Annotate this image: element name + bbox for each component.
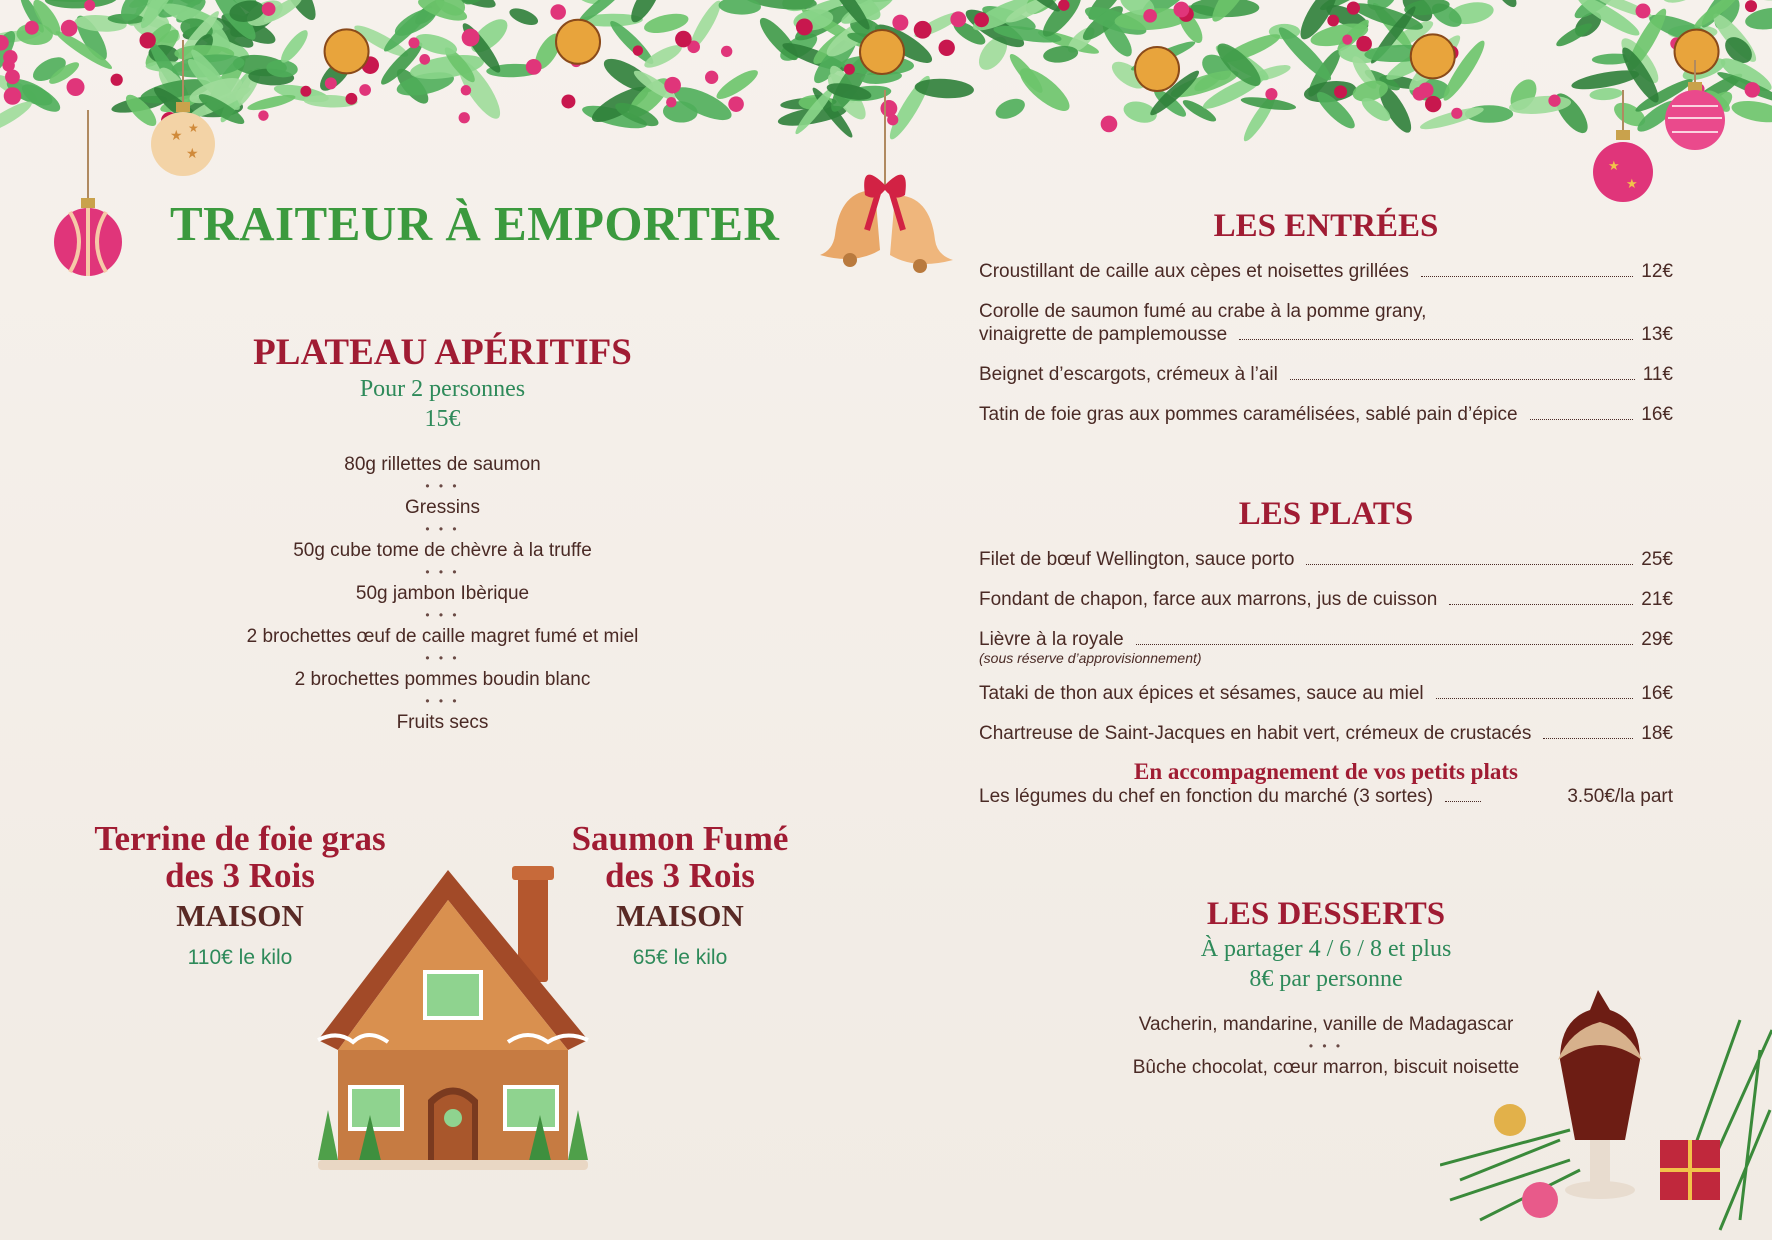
menu-item-row — [979, 323, 1673, 346]
desserts-price: 8€ par personne — [1249, 966, 1403, 992]
desserts-subtitle: À partager 4 / 6 / 8 et plus — [1200, 936, 1452, 962]
separator-dots: • • • — [1308, 1039, 1344, 1053]
svg-text:★: ★ — [1608, 158, 1620, 173]
menu-item-row — [979, 363, 1673, 386]
special-price: 110€ le kilo — [187, 946, 293, 969]
item-price: 29€ — [1641, 629, 1673, 650]
plats-section — [979, 494, 1673, 808]
page-title: TRAITEUR À EMPORTER — [170, 196, 780, 251]
item-label: Les légumes du chef en fonction du marché (3 sortes) — [979, 786, 1434, 807]
item-label: Lièvre à la royale — [979, 629, 1124, 650]
item-price: 16€ — [1641, 404, 1673, 425]
item-label: Corolle de saumon fumé au crabe à la pomme grany, — [979, 301, 1427, 322]
menu-item-row — [979, 260, 1673, 283]
separator-dots: • • • — [425, 694, 460, 708]
item-price: 25€ — [1641, 549, 1673, 570]
separator-dots: • • • — [425, 479, 460, 493]
item-label: Croustillant de caille aux cèpes et noisettes grillées — [979, 261, 1409, 282]
special-maison-label: MAISON — [616, 898, 744, 933]
separator-dots: • • • — [425, 565, 460, 579]
svg-text:★: ★ — [1626, 176, 1638, 191]
item-price: 3.50€/la part — [1567, 786, 1673, 807]
special-name: Saumon Fumé — [571, 819, 789, 858]
list-item: 50g cube tome de chèvre à la truffe — [293, 540, 592, 561]
svg-text:★: ★ — [188, 121, 199, 135]
item-price: 11€ — [1642, 364, 1673, 385]
item-price: 16€ — [1641, 683, 1673, 704]
special-name: des 3 Rois — [605, 856, 755, 895]
special-price: 65€ le kilo — [632, 946, 728, 969]
svg-text:★: ★ — [170, 127, 183, 143]
menu-item-row — [979, 682, 1673, 705]
list-item: 50g jambon Ibèrique — [355, 583, 530, 604]
dotted-leader — [1530, 419, 1634, 420]
entrees-section — [979, 206, 1673, 426]
separator-dots: • • • — [425, 651, 460, 665]
plateau-aperitifs-section — [160, 332, 725, 735]
list-item: Gressins — [405, 497, 480, 518]
list-item: Fruits secs — [396, 712, 489, 733]
item-label: Beignet d’escargots, crémeux à l’ail — [979, 364, 1278, 385]
item-label: Tataki de thon aux épices et sésames, sauce au miel — [979, 683, 1424, 704]
list-item: Bûche chocolat, cœur marron, biscuit noisette — [1132, 1057, 1520, 1078]
item-label: vinaigrette de pamplemousse — [979, 324, 1228, 345]
item-price: 21€ — [1641, 589, 1673, 610]
plateau-items-list — [160, 452, 725, 735]
plateau-title: PLATEAU APÉRITIFS — [253, 332, 632, 373]
menu-item-row — [979, 588, 1673, 611]
special-maison-label: MAISON — [176, 898, 304, 933]
list-item: 2 brochettes pommes boudin blanc — [294, 669, 591, 690]
entrees-title: LES ENTRÉES — [1213, 208, 1439, 244]
menu-item-row-line1 — [979, 300, 1673, 323]
item-label: Chartreuse de Saint-Jacques en habit vert, crémeux de crustacés — [979, 723, 1532, 744]
dotted-leader — [1449, 604, 1633, 605]
item-price: 18€ — [1641, 723, 1673, 744]
plateau-subtitle: Pour 2 personnes — [359, 376, 526, 402]
dotted-leader — [1136, 644, 1634, 645]
dotted-leader — [1421, 276, 1633, 277]
item-note: (sous réserve d’approvisionnement) — [979, 650, 1202, 666]
plateau-price: 15€ — [424, 406, 461, 432]
separator-dots: • • • — [425, 522, 460, 536]
menu-item-row — [979, 403, 1673, 426]
desserts-title: LES DESSERTS — [1206, 896, 1446, 932]
list-item: 80g rillettes de saumon — [344, 454, 541, 475]
special-name: des 3 Rois — [165, 856, 315, 895]
svg-text:★: ★ — [186, 145, 199, 161]
ornament-bauble-icon — [48, 110, 128, 280]
special-name: Terrine de foie gras — [94, 819, 386, 858]
hot-chocolate-decoration-icon — [1440, 990, 1772, 1240]
dotted-leader — [1239, 339, 1633, 340]
dotted-leader — [1445, 801, 1481, 802]
ornament-bauble-icon — [148, 40, 218, 190]
item-label: Filet de bœuf Wellington, sauce porto — [979, 549, 1295, 570]
accompaniment-title: En accompagnement de vos petits plats — [1134, 759, 1518, 784]
item-label: Fondant de chapon, farce aux marrons, jus de cuisson — [979, 589, 1438, 610]
ornament-bauble-icon — [1588, 90, 1658, 210]
dotted-leader — [1436, 698, 1634, 699]
dotted-leader — [1543, 738, 1633, 739]
dotted-leader — [1290, 379, 1635, 380]
jingle-bells-icon — [805, 90, 965, 290]
plats-title: LES PLATS — [1238, 496, 1414, 532]
list-item: Vacherin, mandarine, vanille de Madagascar — [1138, 1014, 1514, 1035]
item-label: Tatin de foie gras aux pommes caramélisées, sablé pain d’épice — [979, 404, 1518, 425]
menu-item-row — [979, 548, 1673, 571]
separator-dots: • • • — [425, 608, 460, 622]
list-item: 2 brochettes œuf de caille magret fumé et miel — [246, 626, 639, 647]
ornament-bauble-icon — [1660, 60, 1730, 160]
menu-item-row — [979, 722, 1673, 745]
item-price: 13€ — [1641, 324, 1673, 345]
item-price: 12€ — [1641, 261, 1673, 282]
dotted-leader — [1306, 564, 1633, 565]
menu-item-row — [979, 628, 1673, 651]
menu-item-row — [979, 785, 1673, 808]
gingerbread-house-icon — [298, 860, 608, 1180]
